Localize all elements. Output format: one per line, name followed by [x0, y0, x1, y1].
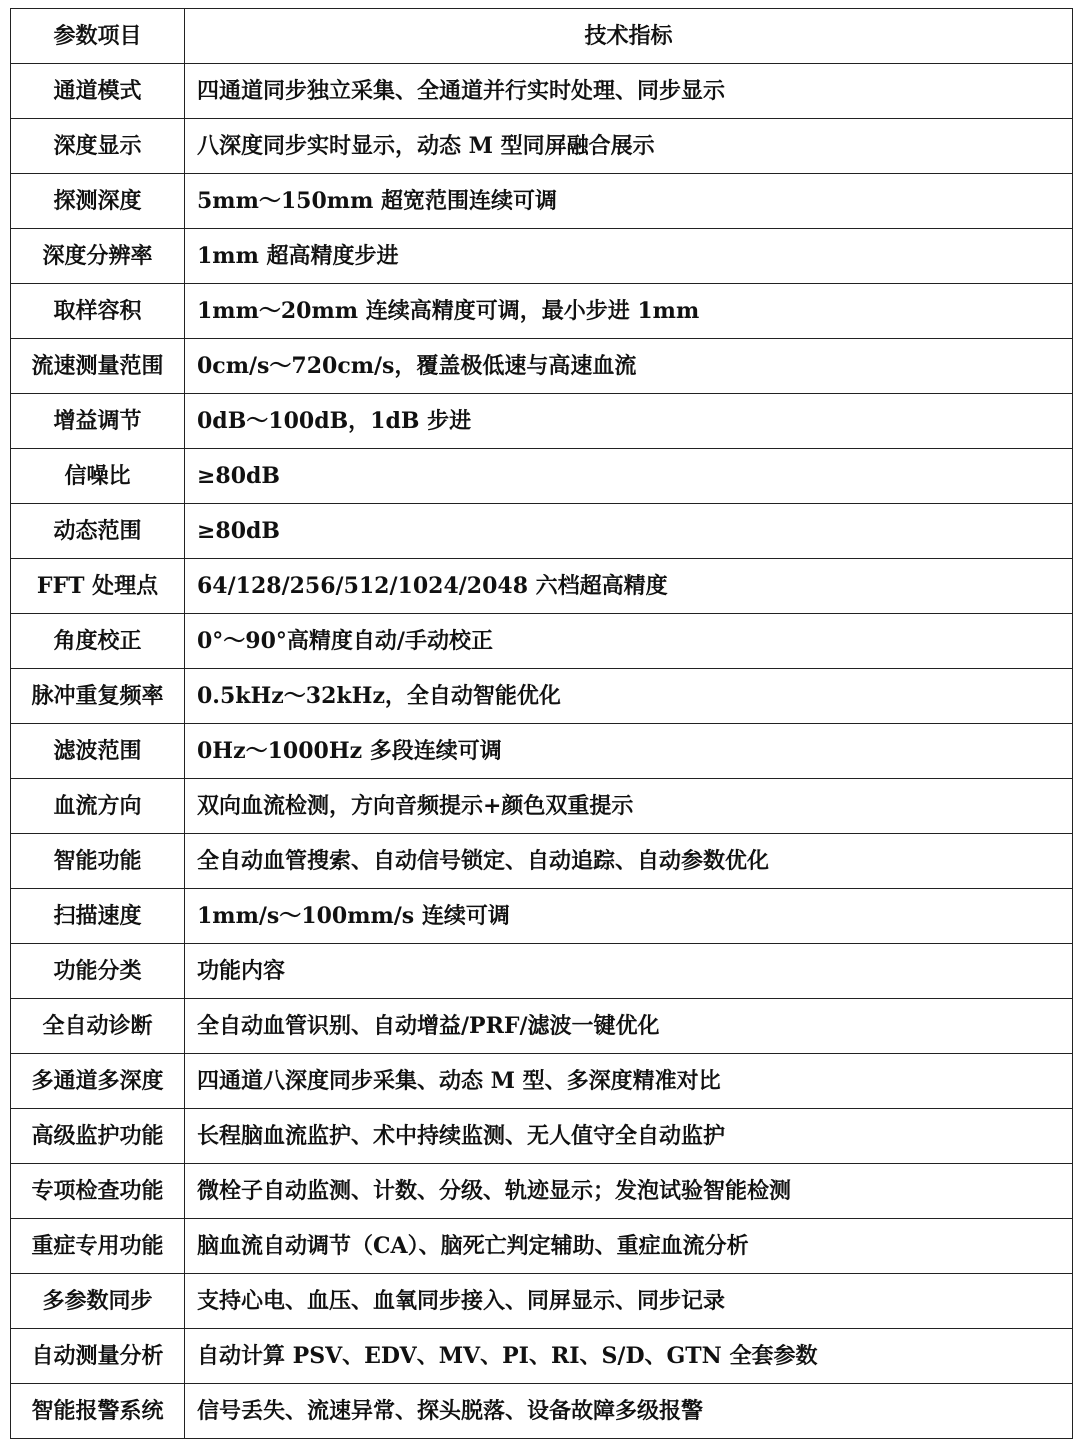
table-row: [11, 174, 1073, 229]
param-cell: 深度显示: [11, 119, 185, 174]
header-param: 参数项目: [11, 9, 185, 64]
table-row: [11, 889, 1073, 944]
table-header: [11, 9, 1073, 64]
spec-cell: ≥80dB: [185, 504, 1073, 559]
table-row: [11, 1274, 1073, 1329]
param-cell: 智能功能: [11, 834, 185, 889]
param-cell: 探测深度: [11, 174, 185, 229]
table-row: [11, 229, 1073, 284]
spec-cell: 1mm 超高精度步进: [185, 229, 1073, 284]
table-row: [11, 284, 1073, 339]
spec-cell: 八深度同步实时显示，动态 M 型同屏融合展示: [185, 119, 1073, 174]
param-cell: 深度分辨率: [11, 229, 185, 284]
param-cell: 扫描速度: [11, 889, 185, 944]
table-row: [11, 724, 1073, 779]
param-cell: 专项检查功能: [11, 1164, 185, 1219]
spec-cell: 全自动血管搜索、自动信号锁定、自动追踪、自动参数优化: [185, 834, 1073, 889]
spec-cell: 自动计算 PSV、EDV、MV、PI、RI、S/D、GTN 全套参数: [185, 1329, 1073, 1384]
spec-cell: 5mm～150mm 超宽范围连续可调: [185, 174, 1073, 229]
table-row: [11, 504, 1073, 559]
param-cell: 角度校正: [11, 614, 185, 669]
table-row: [11, 999, 1073, 1054]
param-cell: 增益调节: [11, 394, 185, 449]
param-cell: 滤波范围: [11, 724, 185, 779]
table-row: [11, 64, 1073, 119]
param-cell: 流速测量范围: [11, 339, 185, 394]
spec-cell: 四通道同步独立采集、全通道并行实时处理、同步显示: [185, 64, 1073, 119]
spec-cell: 功能内容: [185, 944, 1073, 999]
param-cell: 多通道多深度: [11, 1054, 185, 1109]
spec-cell: 支持心电、血压、血氧同步接入、同屏显示、同步记录: [185, 1274, 1073, 1329]
spec-cell: 四通道八深度同步采集、动态 M 型、多深度精准对比: [185, 1054, 1073, 1109]
table-row: [11, 449, 1073, 504]
spec-cell: 微栓子自动监测、计数、分级、轨迹显示；发泡试验智能检测: [185, 1164, 1073, 1219]
param-cell: 功能分类: [11, 944, 185, 999]
header-row: [11, 9, 1073, 64]
param-cell: 血流方向: [11, 779, 185, 834]
table-body: [11, 64, 1073, 1439]
table-row: [11, 394, 1073, 449]
table-row: [11, 119, 1073, 174]
spec-cell: 64/128/256/512/1024/2048 六档超高精度: [185, 559, 1073, 614]
spec-cell: 1mm/s～100mm/s 连续可调: [185, 889, 1073, 944]
spec-cell: 双向血流检测，方向音频提示+颜色双重提示: [185, 779, 1073, 834]
table-row: [11, 1054, 1073, 1109]
param-cell: 自动测量分析: [11, 1329, 185, 1384]
table-row: [11, 339, 1073, 394]
spec-cell: ≥80dB: [185, 449, 1073, 504]
param-cell: 信噪比: [11, 449, 185, 504]
spec-cell: 0cm/s～720cm/s，覆盖极低速与高速血流: [185, 339, 1073, 394]
spec-cell: 1mm～20mm 连续高精度可调，最小步进 1mm: [185, 284, 1073, 339]
spec-table: [10, 8, 1073, 1439]
spec-cell: 0.5kHz～32kHz，全自动智能优化: [185, 669, 1073, 724]
param-cell: FFT 处理点: [11, 559, 185, 614]
spec-cell: 0dB～100dB，1dB 步进: [185, 394, 1073, 449]
header-spec: 技术指标: [185, 9, 1073, 64]
param-cell: 重症专用功能: [11, 1219, 185, 1274]
param-cell: 多参数同步: [11, 1274, 185, 1329]
spec-cell: 信号丢失、流速异常、探头脱落、设备故障多级报警: [185, 1384, 1073, 1439]
param-cell: 高级监护功能: [11, 1109, 185, 1164]
table-row: [11, 779, 1073, 834]
table-row: [11, 1164, 1073, 1219]
spec-cell: 0Hz～1000Hz 多段连续可调: [185, 724, 1073, 779]
param-cell: 全自动诊断: [11, 999, 185, 1054]
param-cell: 通道模式: [11, 64, 185, 119]
table-row: [11, 1109, 1073, 1164]
table-row: [11, 614, 1073, 669]
param-cell: 动态范围: [11, 504, 185, 559]
table-row: [11, 559, 1073, 614]
param-cell: 取样容积: [11, 284, 185, 339]
spec-cell: 脑血流自动调节（CA）、脑死亡判定辅助、重症血流分析: [185, 1219, 1073, 1274]
table-row: [11, 1329, 1073, 1384]
table-row: [11, 1219, 1073, 1274]
table-row: [11, 834, 1073, 889]
table-row: [11, 944, 1073, 999]
spec-cell: 0°～90°高精度自动/手动校正: [185, 614, 1073, 669]
spec-cell: 长程脑血流监护、术中持续监测、无人值守全自动监护: [185, 1109, 1073, 1164]
spec-cell: 全自动血管识别、自动增益/PRF/滤波一键优化: [185, 999, 1073, 1054]
param-cell: 脉冲重复频率: [11, 669, 185, 724]
param-cell: 智能报警系统: [11, 1384, 185, 1439]
table-row: [11, 669, 1073, 724]
table-row: [11, 1384, 1073, 1439]
